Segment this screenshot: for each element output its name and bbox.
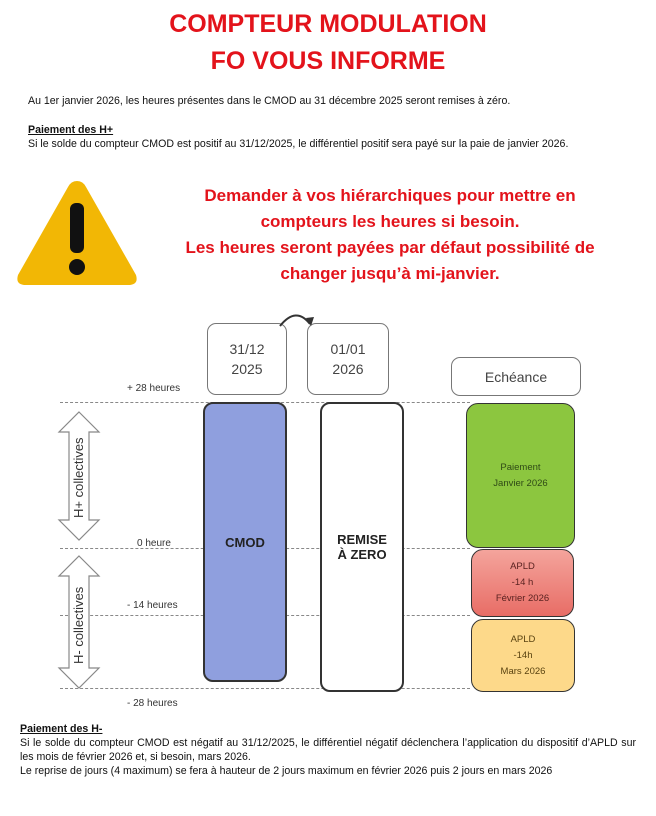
hminus-collectives-label: H- collectives <box>71 586 86 664</box>
yellow-line3: Mars 2026 <box>500 665 546 677</box>
hminus-text2: Le reprise de jours (4 maximum) se fera à hauteur de 2 jours maximum en février 2026 puis 2 jours en mars 2026 <box>20 765 553 777</box>
warning-icon <box>14 177 140 289</box>
curved-arrow-icon <box>276 310 316 330</box>
remise-line1: REMISE <box>337 532 387 547</box>
echeance-paiement-janvier <box>466 403 575 548</box>
remise-line2: À ZERO <box>337 547 387 562</box>
hplus-collectives-label: H+ collectives <box>71 437 86 518</box>
date2-line1: 01/01 <box>330 341 366 357</box>
line-minus28 <box>60 688 470 689</box>
title-line2: FO VOUS INFORME <box>210 47 446 75</box>
hminus-heading: Paiement des H- <box>20 723 103 735</box>
green-line2: Janvier 2026 <box>493 477 548 489</box>
warning-message <box>150 183 630 287</box>
label-minus28: - 28 heures <box>127 698 178 709</box>
date-box-0101 <box>307 323 389 395</box>
label-plus28: + 28 heures <box>127 383 181 394</box>
red-line3: Février 2026 <box>495 593 550 604</box>
yellow-line1: APLD <box>510 633 536 645</box>
date-box-3112 <box>207 323 287 395</box>
warning-line4: changer jusqu’à mi-janvier. <box>280 264 500 283</box>
hminus-text1: Si le solde du compteur CMOD est négatif au 31/12/2025, le différentiel négatif déclenchera l’application du dispositif d’APLD sur les mois de février 2026 et, si besoin, mars 2026. <box>20 737 636 763</box>
yellow-line2: -14h <box>513 649 533 661</box>
title-line1: COMPTEUR MODULATION <box>169 10 487 38</box>
intro-text: Au 1er janvier 2026, les heures présentes dans le CMOD au 31 décembre 2025 seront remises à zéro. <box>28 95 511 107</box>
date1-line1: 31/12 <box>229 341 265 357</box>
red-line2: -14 h <box>511 577 534 588</box>
remise-bar <box>320 402 404 692</box>
cmod-label: CMOD <box>225 534 265 550</box>
red-line1: APLD <box>510 561 535 572</box>
echeance-box: Echéance <box>451 357 581 396</box>
label-zero: 0 heure <box>137 538 171 549</box>
echeance-apld-mars <box>471 619 575 692</box>
echeance-apld-fevrier <box>471 549 574 617</box>
label-minus14: - 14 heures <box>127 600 178 611</box>
date1-line2: 2025 <box>231 361 263 377</box>
warning-line3: Les heures seront payées par défaut possibilité de <box>185 238 595 257</box>
warning-line2: compteurs les heures si besoin. <box>260 212 520 231</box>
warning-line1: Demander à vos hiérarchiques pour mettre en <box>204 186 576 205</box>
date2-line2: 2026 <box>332 361 364 377</box>
green-line1: Paiement <box>500 461 541 473</box>
hplus-heading: Paiement des H+ <box>28 124 114 136</box>
hplus-text: Si le solde du compteur CMOD est positif au 31/12/2025, le différentiel positif sera payé sur la paie de janvier 2026. <box>28 138 569 150</box>
cmod-bar <box>203 402 287 682</box>
